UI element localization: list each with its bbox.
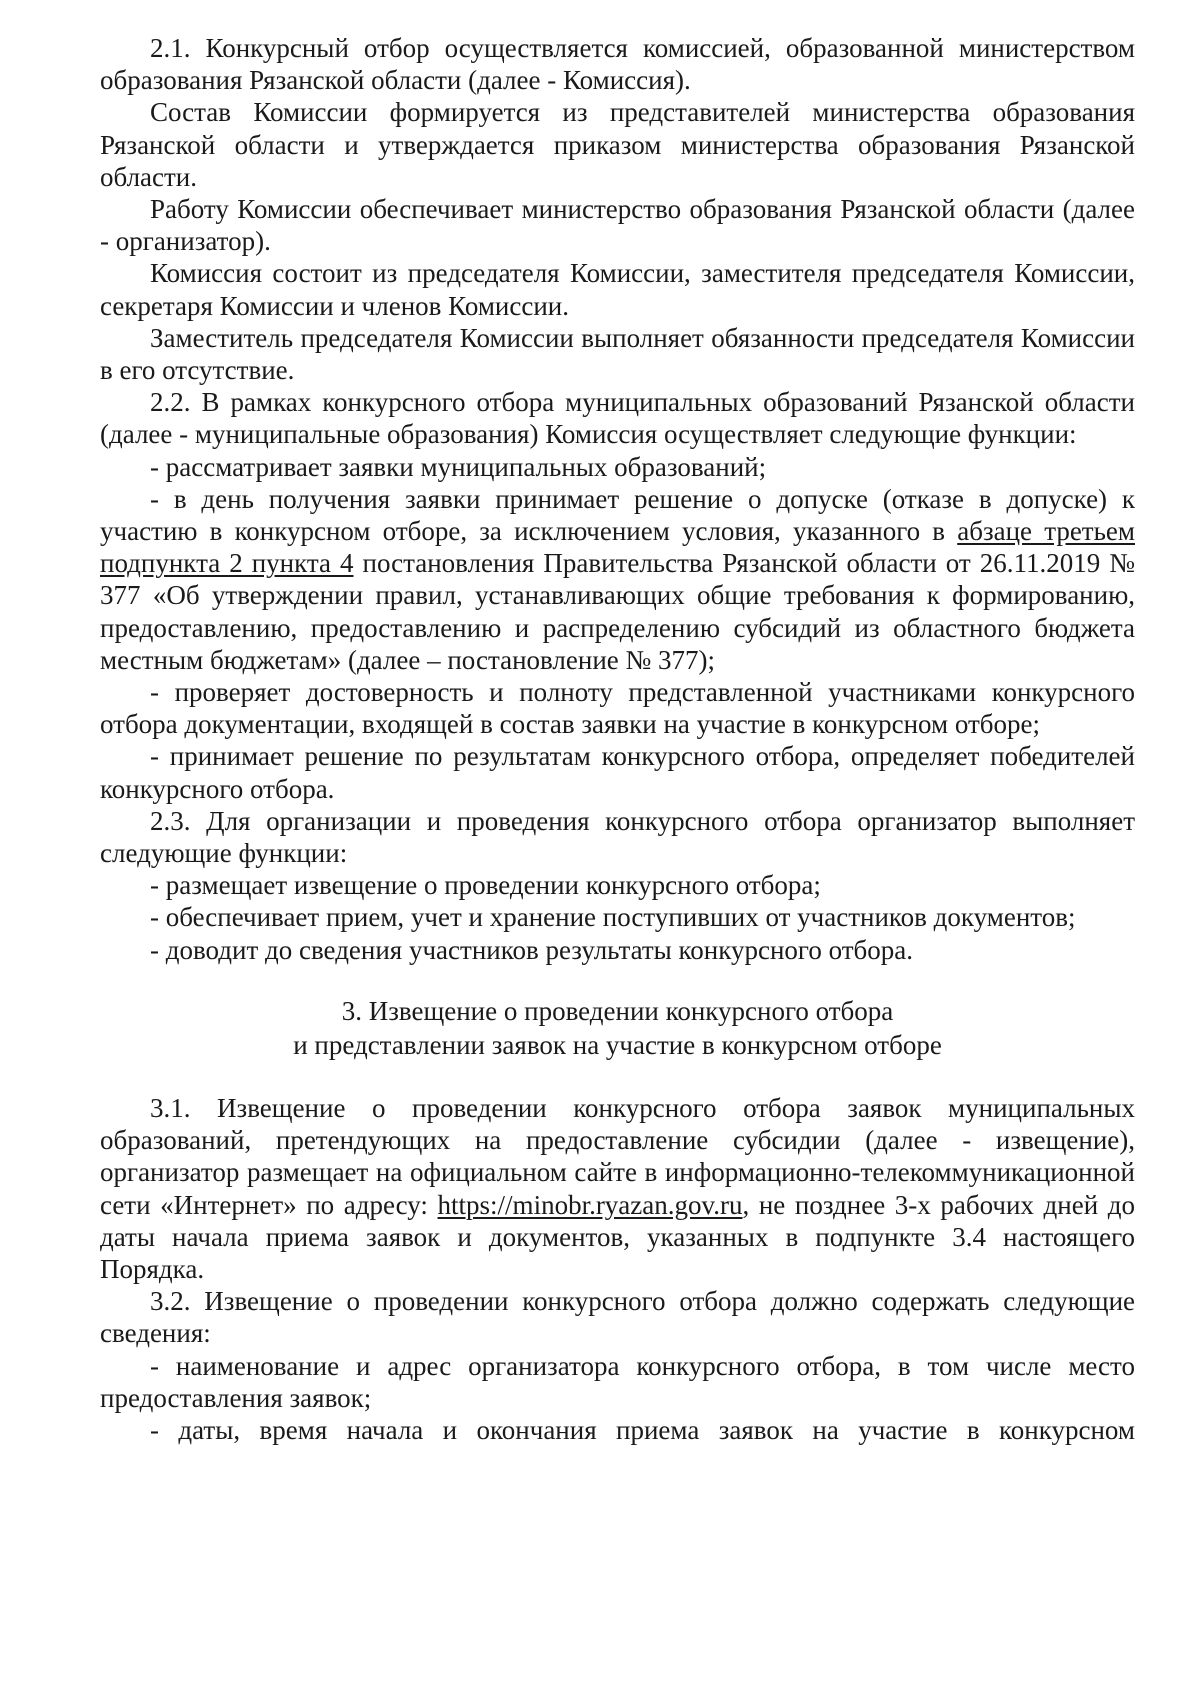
list-item-communicate-results: - доводит до сведения участников результаты конкурсного отбора. xyxy=(150,934,913,965)
paragraph-commission-organizer: Работу Комиссии обеспечивает министерство образования Рязанской области (далее - организатор). xyxy=(100,194,1135,257)
list-item-review-applications: - рассматривает заявки муниципальных образований; xyxy=(150,451,767,482)
notice-text-before: 3.1. Извещение о проведении конкурсного отбора заявок муниципальных образований, претендующих на предоставление субсидии (далее - извещение), организатор размещает на официальном сайте в информационно-телекоммуникационной сети «Интернет» по адресу: xyxy=(100,1092,1135,1220)
paragraph-2-1: 2.1. Конкурсный отбор осуществляется комиссией, образованной министерством образования Рязанской области (далее - Комиссия). xyxy=(100,33,1135,96)
paragraph-commission-members: Комиссия состоит из председателя Комиссии, заместителя председателя Комиссии, секретаря Комиссии и членов Комиссии. xyxy=(100,258,1135,321)
section-3-heading xyxy=(100,994,1135,1062)
paragraph-commission-composition: Состав Комиссии формируется из представителей министерства образования Рязанской области и утверждается приказом министерства образования Рязанской области. xyxy=(100,97,1135,192)
document-body xyxy=(100,32,1135,1446)
list-item-verify-documents: - проверяет достоверность и полноту представленной участниками конкурсного отбора документации, входящей в состав заявки на участие в конкурсном отборе; xyxy=(100,677,1135,740)
paragraph-3-1 xyxy=(100,1092,1135,1285)
list-item-application-dates: - даты, время начала и окончания приема заявок на участие в конкурсном xyxy=(150,1414,1135,1445)
legal-reference-link[interactable]: абзаце третьем подпункта 2 пункта 4 xyxy=(100,516,1135,579)
paragraph-2-3: 2.3. Для организации и проведения конкурсного отбора организатор выполняет следующие функции: xyxy=(100,805,1135,869)
admission-text-before: - в день получения заявки принимает решение о допуске (отказе в допуске) к участию в конкурсном отборе, за исключением условия, указанного в xyxy=(100,483,1135,547)
section-3-heading-line-1: 3. Извещение о проведении конкурсного отбора xyxy=(341,995,894,1026)
website-link[interactable]: https://minobr.ryazan.gov.ru xyxy=(437,1189,743,1220)
list-item-receive-documents: - обеспечивает прием, учет и хранение поступивших от участников документов; xyxy=(150,902,1076,933)
section-3-heading-line-2: и представлении заявок на участие в конкурсном отборе xyxy=(293,1029,942,1060)
admission-text-after: постановления Правительства Рязанской области от 26.11.2019 № 377 «Об утверждении правил, устанавливающих общие требования к формированию, предоставлению, предоставлению и распределению субсидий из областного бюджета местным бюджетам» (далее – постановление № 377); xyxy=(100,548,1135,675)
list-item-organizer-address: - наименование и адрес организатора конкурсного отбора, в том числе место предоставления заявок; xyxy=(100,1350,1135,1413)
paragraph-3-2: 3.2. Извещение о проведении конкурсного отбора должно содержать следующие сведения: xyxy=(100,1286,1135,1349)
list-item-admission-decision xyxy=(100,483,1135,676)
notice-text-after: , не позднее 3-х рабочих дней до даты начала приема заявок и документов, указанных в подпункте 3.4 настоящего Порядка. xyxy=(100,1189,1136,1284)
list-item-decide-results: - принимает решение по результатам конкурсного отбора, определяет победителей конкурсного отбора. xyxy=(100,741,1135,804)
paragraph-2-2: 2.2. В рамках конкурсного отбора муниципальных образований Рязанской области (далее - муниципальные образования) Комиссия осуществляет следующие функции: xyxy=(100,387,1135,450)
paragraph-deputy-chair: Заместитель председателя Комиссии выполняет обязанности председателя Комиссии в его отсутствие. xyxy=(100,322,1135,386)
list-item-publish-notice: - размещает извещение о проведении конкурсного отбора; xyxy=(150,870,821,901)
